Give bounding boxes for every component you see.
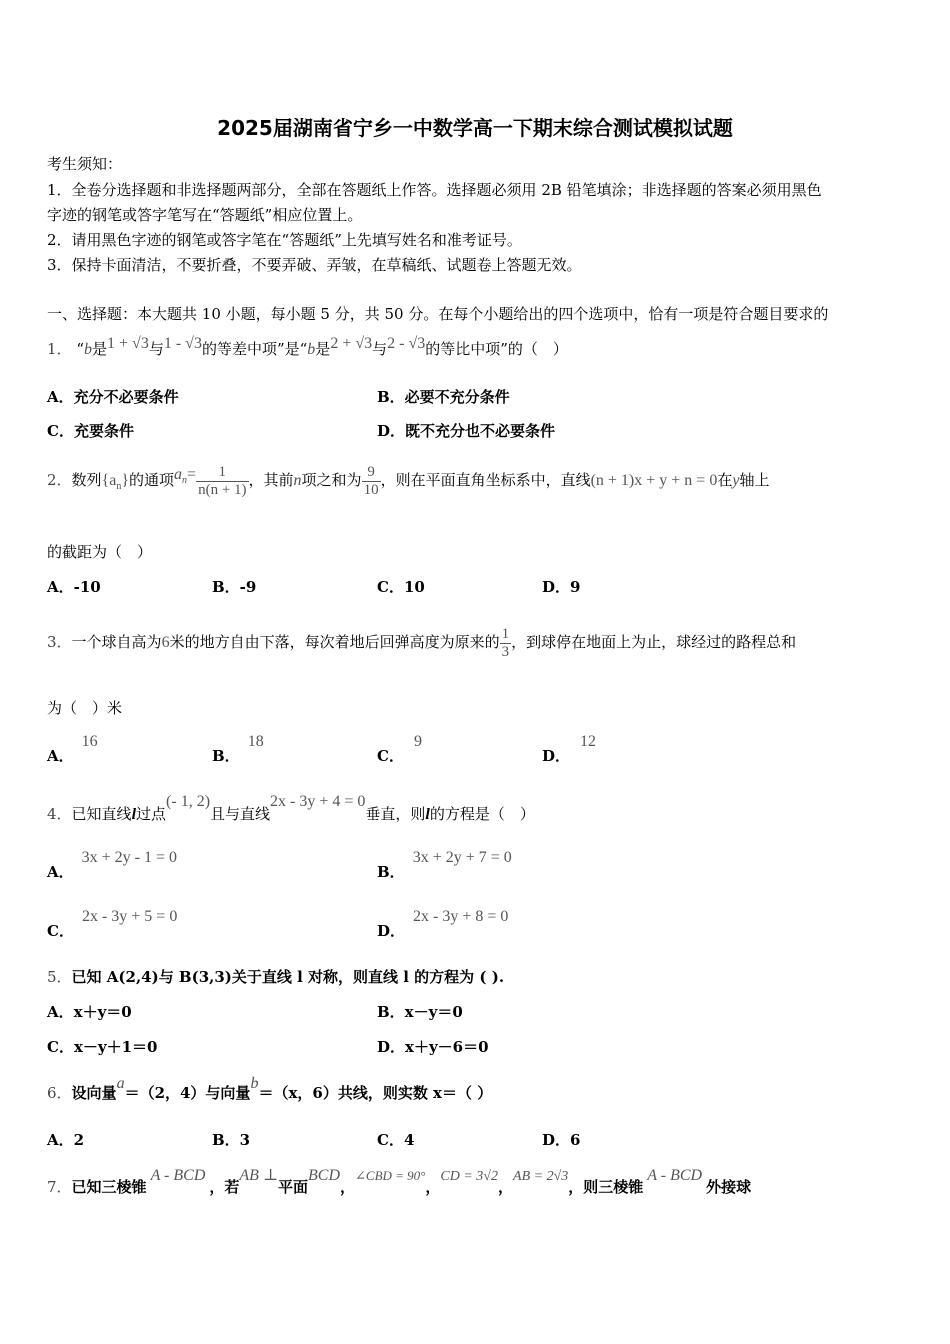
notice-heading: 考生须知： xyxy=(47,155,123,173)
q5-option-d[interactable]: D．x＋y－6＝0 xyxy=(377,1038,489,1056)
q4-option-c[interactable]: C．2x - 3y + 5 = 0 xyxy=(47,908,178,940)
question-3: 3．一个球自高为6米的地方自由下落，每次着地后回弹高度为原来的 $\frac{1}{3}$ ，到球停在地面上为止，球经过的路程总和 xyxy=(47,626,797,660)
q6-option-d[interactable]: D．6 xyxy=(542,1131,581,1149)
q6-option-c[interactable]: C．4 xyxy=(377,1131,415,1149)
q2-option-c[interactable]: C．10 xyxy=(377,578,425,596)
q6-option-a[interactable]: A．2 xyxy=(47,1131,85,1149)
q1-option-c[interactable]: C．充要条件 xyxy=(47,422,134,440)
q2-option-b[interactable]: B．-9 xyxy=(212,578,257,596)
question-6: 6．设向量a＝（2，4）与向量b＝（x，6）共线，则实数 x＝（ ） xyxy=(47,1075,493,1102)
q2-sum-fraction: $\frac{9}{10}$ xyxy=(363,464,379,498)
q4-option-d[interactable]: D．2x - 3y + 8 = 0 xyxy=(377,908,509,940)
q6-option-b[interactable]: B．3 xyxy=(212,1131,251,1149)
q7-number: 7． xyxy=(47,1178,72,1196)
q5-option-a[interactable]: A．x＋y＝0 xyxy=(47,1003,132,1021)
page-title: 2025届湖南省宁乡一中数学高一下期末综合测试模拟试题 xyxy=(217,116,733,140)
notice-line-1b: 字迹的钢笔或答字笔写在“答题纸”相应位置上。 xyxy=(47,206,363,224)
section-heading: 一、选择题：本大题共 10 小题，每小题 5 分，共 50 分。在每个小题给出的四个选项中，恰有一项是符合题目要求的 xyxy=(47,305,829,323)
notice-line-2: 2．请用黑色字迹的钢笔或答字笔在“答题纸”上先填写姓名和准考证号。 xyxy=(47,231,522,249)
q3-number: 3． xyxy=(47,633,72,651)
q3-option-b[interactable]: B．18 xyxy=(212,733,264,765)
q4-number: 4． xyxy=(47,805,72,823)
q3-fraction: $\frac{1}{3}$ xyxy=(501,626,510,660)
question-4: 4．已知直线l过点(- 1, 2)且与直线2x - 3y + 4 = 0垂直，则l的方程是（ ） xyxy=(47,793,535,823)
question-2: 2．数列$\{a_n\}$的通项$a_n=$ $\frac{1}{n(n + 1)}$ ，其前n项之和为 $\frac{9}{10}$ ，则在平面直角坐标系中，直线(n + 1)x + y + n = 0在y轴上 xyxy=(47,464,770,498)
q6-number: 6． xyxy=(47,1084,72,1102)
q3-option-c[interactable]: C．9 xyxy=(377,733,422,765)
question-5: 5．已知 A(2,4)与 B(3,3)关于直线 l 对称，则直线 l 的方程为 ( ). xyxy=(47,968,505,986)
q5-option-c[interactable]: C．x－y＋1＝0 xyxy=(47,1038,158,1056)
q2-number: 2． xyxy=(47,471,72,489)
question-1: 1． “b是1 + √3与1 - √3的等差中项”是“b是2 + √3与2 - √3的等比中项”的（ ） xyxy=(47,335,568,358)
q2-option-d[interactable]: D．9 xyxy=(542,578,581,596)
q5-number: 5． xyxy=(47,968,72,986)
q1-option-b[interactable]: B．必要不充分条件 xyxy=(377,388,510,406)
q3-option-a[interactable]: A．16 xyxy=(47,733,98,765)
q3-option-d[interactable]: D．12 xyxy=(542,733,597,765)
q2-fraction: $\frac{1}{n(n + 1)}$ xyxy=(198,464,247,498)
q5-option-b[interactable]: B．x－y＝0 xyxy=(377,1003,463,1021)
question-7: 7．已知三棱锥A - BCD，若AB ⊥平面BCD，∠CBD = 90°，CD = 3√2，AB = 2√3，则三棱锥A - BCD外接球 xyxy=(47,1167,752,1196)
q4-option-b[interactable]: B．3x + 2y + 7 = 0 xyxy=(377,849,512,881)
q2-continuation: 的截距为（ ） xyxy=(47,543,153,561)
q1-option-d[interactable]: D．既不充分也不必要条件 xyxy=(377,422,556,440)
q2-option-a[interactable]: A．-10 xyxy=(47,578,101,596)
q4-option-a[interactable]: A．3x + 2y - 1 = 0 xyxy=(47,849,178,881)
notice-line-3: 3．保持卡面清洁，不要折叠，不要弄破、弄皱，在草稿纸、试题卷上答题无效。 xyxy=(47,256,582,274)
q1-option-a[interactable]: A．充分不必要条件 xyxy=(47,388,179,406)
q3-continuation: 为（ ）米 xyxy=(47,699,123,717)
q1-number: 1． xyxy=(47,340,72,358)
notice-line-1a: 1．全卷分选择题和非选择题两部分，全部在答题纸上作答。选择题必须用 2B 铅笔填涂；非选择题的答案必须用黑色 xyxy=(47,181,822,199)
